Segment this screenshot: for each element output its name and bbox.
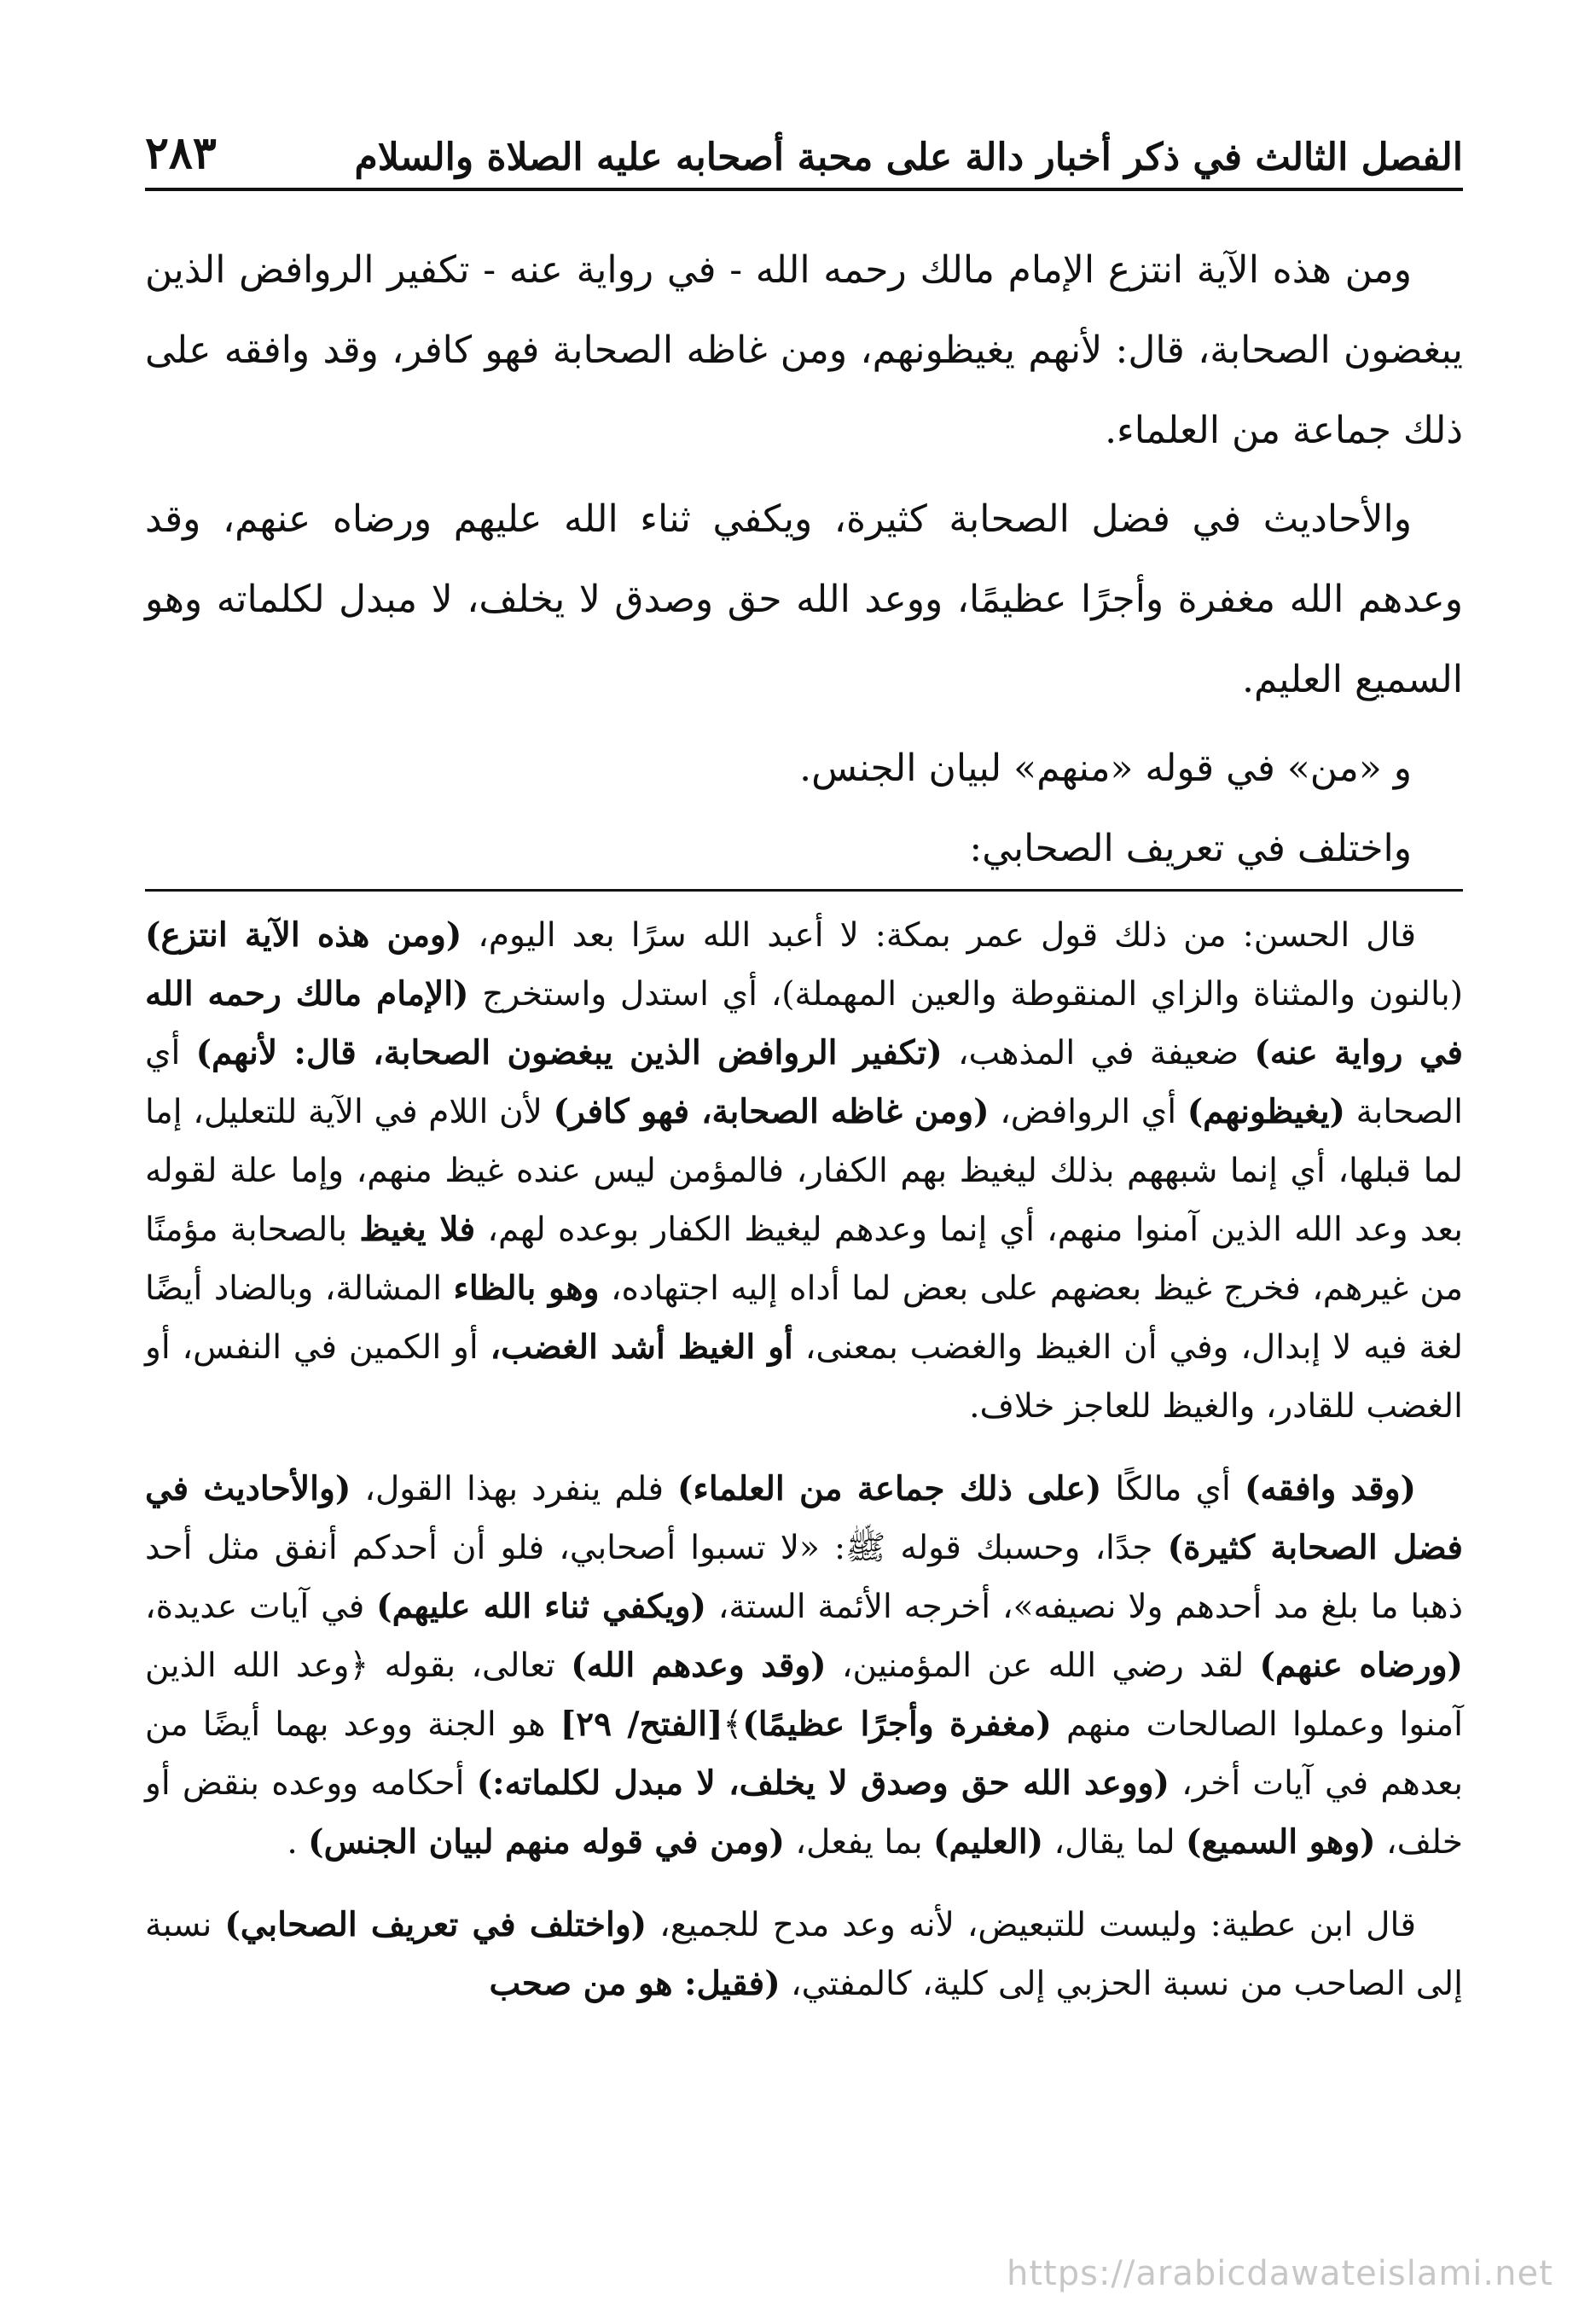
- commentary-paragraph: [145, 1896, 1463, 2013]
- bold-quote-segment: (ومن هذه الآية انتزع): [145, 915, 462, 955]
- text-segment: هو الجنة ووعد بهما أيضًا من بعدهم في آيات أخر،: [145, 1705, 1463, 1803]
- bold-quote-segment: (ومن غاظه الصحابة، فهو كافر): [553, 1092, 990, 1131]
- bold-quote-segment: أو الغيظ أشد الغضب،: [490, 1328, 793, 1367]
- bold-quote-segment: (ويكفي ثناء الله عليهم): [376, 1587, 706, 1626]
- page-number: ٢٨٣: [145, 127, 217, 179]
- text-segment: (بالنون والمثناة والزاي المنقوطة والعين المهملة)، أي استدل واستخرج: [468, 975, 1463, 1014]
- text-segment: ضعيفة في المذهب،: [942, 1034, 1255, 1072]
- text-segment: نسبة إلى الصاحب من نسبة الحزبي إلى كلية، كالمفتي،: [145, 1906, 1463, 2003]
- bold-quote-segment: (وقد وعدهم الله): [571, 1646, 827, 1685]
- text-segment: أي الروافض،: [989, 1093, 1187, 1131]
- text-segment: لقد رضي الله عن المؤمنين،: [826, 1647, 1260, 1685]
- bold-quote-segment: (تكفير الروافض الذين يبغضون الصحابة، قال: لأنهم): [195, 1033, 943, 1072]
- text-segment: قال ابن عطية: وليست للتبعيض، لأنه وعد مدح للجميع،: [647, 1906, 1416, 1944]
- text-segment: أي مالكًا: [1101, 1470, 1245, 1508]
- text-segment: ﴾: [723, 1705, 743, 1744]
- chapter-title: الفصل الثالث في ذكر أخبار دالة على محبة أصحابه عليه الصلاة والسلام: [354, 136, 1463, 179]
- text-segment: في آيات عديدة،: [145, 1588, 377, 1626]
- text-segment: أي الصحابة: [145, 1034, 1463, 1131]
- bold-quote-segment: وهو بالظاء: [453, 1269, 600, 1308]
- text-segment: أحكامه ووعده بنقض أو خلف،: [145, 1764, 1463, 1862]
- bold-quote-segment: (والأحاديث في فضل الصحابة كثيرة): [145, 1469, 1463, 1567]
- text-segment: .: [287, 1823, 309, 1862]
- bold-quote-segment: (العليم): [933, 1822, 1044, 1862]
- bold-quote-segment: (ورضاه عنهم): [1259, 1646, 1463, 1685]
- commentary-paragraph: [145, 906, 1463, 1436]
- text-segment: لما يقال،: [1043, 1823, 1186, 1862]
- main-paragraph: ومن هذه الآية انتزع الإمام مالك رحمه الله - في رواية عنه - تكفير الروافض الذين يبغضون الصحابة، قال: لأنهم يغيظونهم، ومن غاظه الصحابة فهو كافر، وقد وافقه على ذلك جماعة من العلماء.: [145, 248, 1463, 452]
- text-segment: قال الحسن: من ذلك قول عمر بمكة: لا أعبد الله سرًا بعد اليوم،: [461, 916, 1416, 955]
- text-segment: بما يفعل،: [785, 1823, 934, 1862]
- text-segment: فلم ينفرد بهذا القول،: [351, 1470, 678, 1508]
- bold-quote-segment: (فقيل: هو من صحب: [489, 1964, 781, 2003]
- text-segment: بالصحابة مؤمنًا من غيرهم، فخرج غيظ بعضهم على بعض لما أداه إليه اجتهاده،: [145, 1211, 1463, 1308]
- commentary-paragraph: [145, 1460, 1463, 1872]
- bold-quote-segment: فلا يغيظ: [359, 1210, 476, 1249]
- watermark-url: https://arabicdawateislami.net: [1007, 2254, 1553, 2293]
- text-segment: المشالة، وبالضاد أيضًا لغة فيه لا إبدال، وفي أن الغيظ والغضب بمعنى،: [145, 1269, 1463, 1367]
- main-paragraph: و «من» في قوله «منهم» لبيان الجنس.: [799, 747, 1412, 790]
- bold-quote-segment: (واختلف في تعريف الصحابي): [224, 1905, 647, 1944]
- commentary-section: [145, 906, 1463, 2037]
- main-paragraph: والأحاديث في فضل الصحابة كثيرة، ويكفي ثناء الله عليهم ورضاه عنهم، وقد وعدهم الله مغفرة وأجرًا عظيمًا، ووعد الله حق وصدق لا يخلف، لا مبدل لكلماته وهو السميع العليم.: [145, 497, 1463, 701]
- text-segment: جدًا، وحسبك قوله ﷺ: «لا تسبوا أصحابي، فلو أن أحدكم أنفق مثل أحد ذهبا ما بلغ مد أحدهم ولا نصيفه»، أخرجه الأئمة الستة،: [145, 1529, 1463, 1626]
- bold-quote-segment: (وقد وافقه): [1244, 1469, 1416, 1508]
- text-segment: لأن اللام في الآية للتعليل، إما لما قبلها، أي إنما شبههم بذلك ليغيظ بهم الكفار، فالمؤمن ليس عنده غيظ منهم، وإما علة لقوله بعد وعد الله الذين آمنوا منهم، أي إنما وعدهم ليغيظ الكفار بوعده لهم،: [145, 1093, 1463, 1249]
- bold-quote-segment: (ووعد الله حق وصدق لا يخلف، لا مبدل لكلماته:): [476, 1763, 1170, 1803]
- text-segment: أو الكمين في النفس، أو الغضب للقادر، والغيظ للعاجز خلاف.: [145, 1328, 1463, 1426]
- bold-quote-segment: (على ذلك جماعة من العلماء): [677, 1469, 1102, 1508]
- bold-quote-segment: (مغفرة وأجرًا عظيمًا): [742, 1705, 1052, 1744]
- bold-quote-segment: (يغيظونهم): [1187, 1092, 1346, 1131]
- main-text: [145, 230, 1463, 889]
- text-segment: تعالى، بقوله ﴿وعد الله الذين آمنوا وعملوا الصالحات منهم: [145, 1647, 1464, 1744]
- bold-quote-segment: (الإمام مالك رحمه الله في رواية عنه): [145, 974, 1463, 1072]
- page-header: [145, 111, 1463, 191]
- main-paragraph: واختلف في تعريف الصحابي:: [969, 827, 1412, 870]
- bold-quote-segment: [الفتح/ ٢٩]: [560, 1705, 723, 1744]
- bold-quote-segment: (ومن في قوله منهم لبيان الجنس): [308, 1822, 786, 1862]
- footnote-separator: [145, 889, 1463, 892]
- bold-quote-segment: (وهو السميع): [1186, 1822, 1376, 1862]
